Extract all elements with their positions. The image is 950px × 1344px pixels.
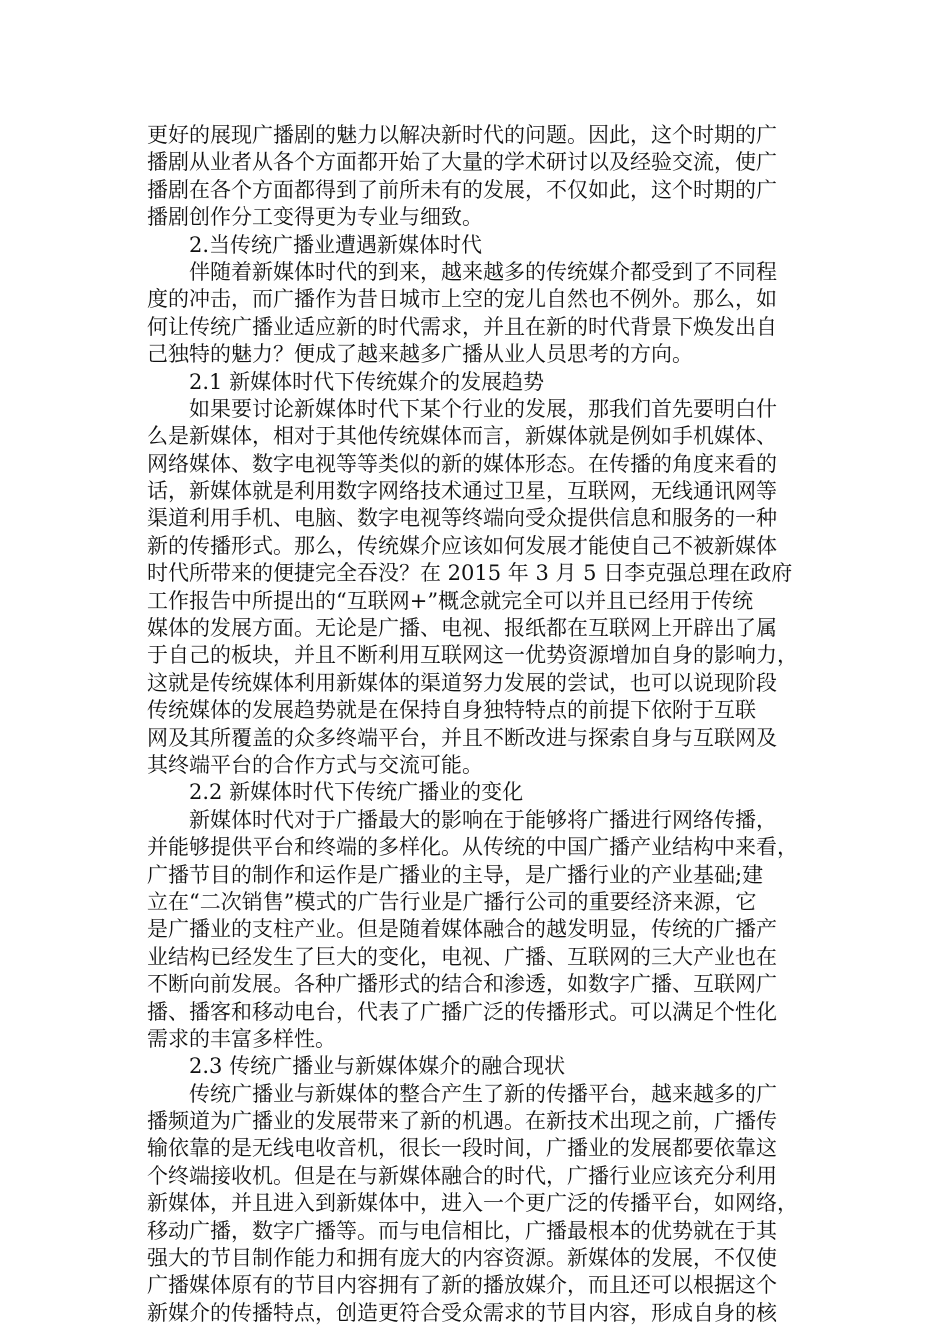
paragraph-line: 业结构已经发生了巨大的变化，电视、广播、互联网的三大产业也在 [147,944,777,969]
paragraph-line: 度的冲击，而广播作为昔日城市上空的宠儿自然也不例外。那么，如 [147,287,777,312]
paragraph-line: 更好的展现广播剧的魅力以解决新时代的问题。因此，这个时期的广 [147,123,777,147]
paragraph-line: 播剧在各个方面都得到了前所未有的发展，不仅如此，这个时期的广 [147,177,777,202]
document-body [147,122,807,1327]
paragraph-first-line: 如果要讨论新媒体时代下某个行业的发展，那我们首先要明白什 [189,396,777,421]
section-heading: 2.1 新媒体时代下传统媒介的发展趋势 [189,369,545,394]
paragraph-line: 时代所带来的便捷完全吞没？在 2015 年 3 月 5 日李克强总理在政府 [147,561,793,586]
paragraph-line: 播剧从业者从各个方面都开始了大量的学术研讨以及经验交流，使广 [147,150,777,175]
paragraph-line: 网及其所覆盖的众多终端平台，并且不断改进与探索自身与互联网及 [147,725,777,750]
paragraph-line: 不断向前发展。各种广播形式的结合和渗透，如数字广播、互联网广 [147,972,777,997]
paragraph-line: 新媒介的传播特点，创造更符合受众需求的节目内容，形成自身的核 [147,1300,777,1325]
section-heading: 2.3 传统广播业与新媒体媒介的融合现状 [189,1054,566,1079]
paragraph-line: 话，新媒体就是利用数字网络技术通过卫星，互联网，无线通讯网等 [147,479,777,504]
paragraph-first-line: 伴随着新媒体时代的到来，越来越多的传统媒介都受到了不同程 [189,259,777,284]
section-heading: 2.2 新媒体时代下传统广播业的变化 [189,780,524,805]
paragraph-line: 并能够提供平台和终端的多样化。从传统的中国广播产业结构中来看， [147,835,798,860]
paragraph-line: 何让传统广播业适应新的时代需求，并且在新的时代背景下焕发出自 [147,314,777,339]
paragraph-line: 网络媒体、数字电视等等类似的新的媒体形态。在传播的角度来看的 [147,451,777,476]
paragraph-line: 播、播客和移动电台，代表了广播广泛的传播形式。可以满足个性化 [147,999,777,1024]
paragraph-line: 立在“二次销售”模式的广告行业是广播行公司的重要经济来源，它 [147,889,757,914]
paragraph-first-line: 新媒体时代对于广播最大的影响在于能够将广播进行网络传播， [189,807,777,832]
paragraph-line: 播频道为广播业的发展带来了新的机遇。在新技术出现之前，广播传 [147,1109,777,1134]
paragraph-line: 渠道利用手机、电脑、数字电视等终端向受众提供信息和服务的一种 [147,506,777,531]
paragraph-line: 么是新媒体，相对于其他传统媒体而言，新媒体就是例如手机媒体、 [147,424,777,449]
paragraph-line: 工作报告中所提出的“互联网+”概念就完全可以并且已经用于传统 [147,588,754,613]
paragraph-line: 广播节目的制作和运作是广播业的主导，是广播行业的产业基础;建 [147,862,764,887]
paragraph-line: 新的传播形式。那么，传统媒介应该如何发展才能使自己不被新媒体 [147,533,777,558]
paragraph-line: 强大的节目制作能力和拥有庞大的内容资源。新媒体的发展，不仅使 [147,1246,777,1271]
paragraph-line: 需求的丰富多样性。 [147,1026,336,1051]
paragraph-line: 媒体的发展方面。无论是广播、电视、报纸都在互联网上开辟出了属 [147,616,777,641]
paragraph-line: 这就是传统媒体利用新媒体的渠道努力发展的尝试，也可以说现阶段 [147,670,777,695]
section-heading: 2.当传统广播业遭遇新媒体时代 [189,232,483,257]
paragraph-line: 传统媒体的发展趋势就是在保持自身独特特点的前提下依附于互联 [147,698,756,723]
paragraph-line: 播剧创作分工变得更为专业与细致。 [147,205,483,230]
paragraph-line: 广播媒体原有的节目内容拥有了新的播放媒介，而且还可以根据这个 [147,1273,777,1298]
paragraph-line: 其终端平台的合作方式与交流可能。 [147,752,483,777]
paragraph-line: 输依靠的是无线电收音机，很长一段时间，广播业的发展都要依靠这 [147,1136,777,1161]
paragraph-line: 己独特的魅力？便成了越来越多广播从业人员思考的方向。 [147,342,693,367]
paragraph-line: 移动广播，数字广播等。而与电信相比，广播最根本的优势就在于其 [147,1218,777,1243]
paragraph-line: 于自己的板块，并且不断利用互联网这一优势资源增加自身的影响力， [147,643,798,668]
paragraph-first-line: 传统广播业与新媒体的整合产生了新的传播平台，越来越多的广 [189,1081,777,1106]
paragraph-line: 新媒体，并且进入到新媒体中，进入一个更广泛的传播平台，如网络， [147,1191,798,1216]
paragraph-line: 是广播业的支柱产业。但是随着媒体融合的越发明显，传统的广播产 [147,917,777,942]
paragraph-line: 个终端接收机。但是在与新媒体融合的时代，广播行业应该充分利用 [147,1163,777,1188]
